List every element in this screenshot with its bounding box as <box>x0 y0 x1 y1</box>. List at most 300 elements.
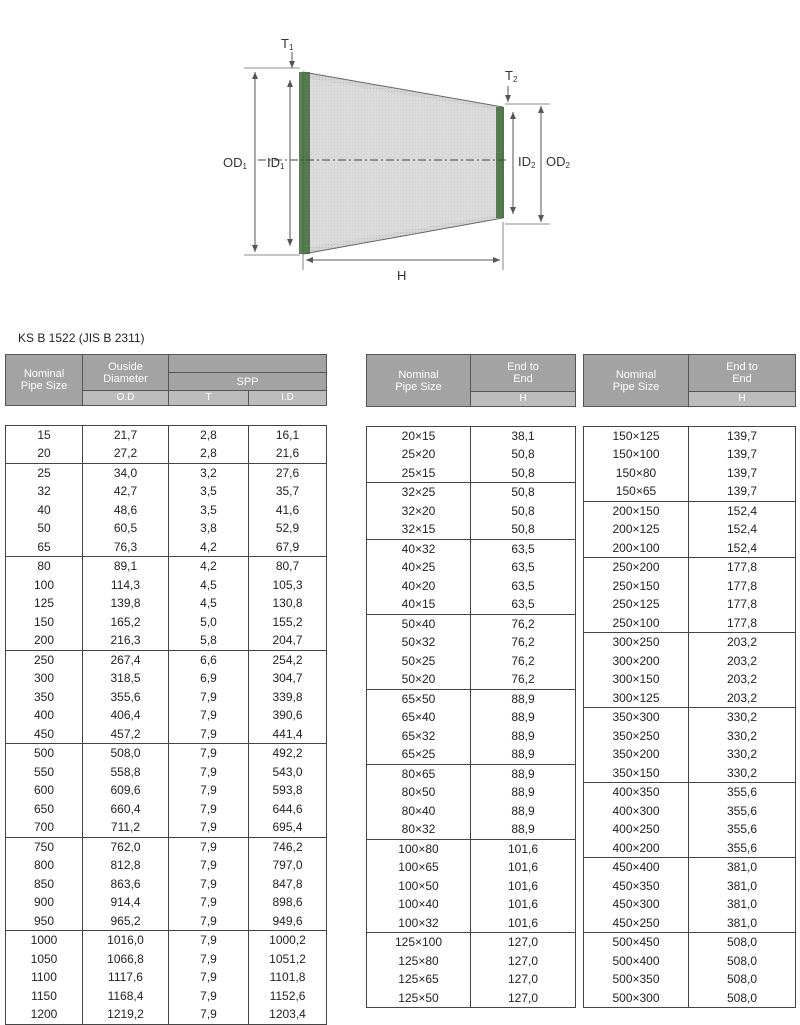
table-row <box>6 744 327 763</box>
table-cell: 406,4 <box>83 706 169 725</box>
table-cell: 88,9 <box>471 689 576 708</box>
table-row <box>367 952 576 971</box>
table-cell: 500×450 <box>584 933 689 952</box>
table-cell: 800 <box>6 856 83 875</box>
header-h-3: H <box>689 392 796 407</box>
table-cell: 250×200 <box>584 558 689 577</box>
table-cell: 50×20 <box>367 670 471 689</box>
table-cell: 508,0 <box>83 744 169 763</box>
table-cell: 355,6 <box>689 820 796 839</box>
header-od: O.D <box>83 391 169 406</box>
table-cell: 350×250 <box>584 727 689 746</box>
reducer-end-to-end-table-small <box>366 354 576 1008</box>
table-cell: 15 <box>6 425 83 444</box>
table-cell: 101,6 <box>471 877 576 896</box>
svg-text:OD2: OD2 <box>546 154 570 170</box>
table-cell: 1150 <box>6 987 83 1006</box>
table-cell: 450 <box>6 725 83 744</box>
table-cell: 695,4 <box>249 818 327 837</box>
table-row <box>584 802 796 821</box>
table-cell: 63,5 <box>471 577 576 596</box>
table-cell: 812,8 <box>83 856 169 875</box>
table-cell: 50 <box>6 519 83 538</box>
table-cell: 355,6 <box>689 802 796 821</box>
table-cell: 50×40 <box>367 614 471 633</box>
table-row <box>6 800 327 819</box>
table-row <box>584 633 796 652</box>
table-cell: 4,5 <box>169 576 249 595</box>
table-cell: 318,5 <box>83 669 169 688</box>
table-cell: 898,6 <box>249 893 327 912</box>
table-cell: 847,8 <box>249 875 327 894</box>
table-cell: 6,6 <box>169 650 249 669</box>
svg-text:T2: T2 <box>505 68 518 84</box>
table-cell: 1051,2 <box>249 950 327 969</box>
table-row <box>367 989 576 1008</box>
h-label: H <box>397 268 407 283</box>
table-cell: 457,2 <box>83 725 169 744</box>
table-cell: 204,7 <box>249 631 327 650</box>
pipe-dimension-table <box>5 354 327 1025</box>
table-row <box>584 895 796 914</box>
table-cell: 65×25 <box>367 745 471 764</box>
table-cell: 40×20 <box>367 577 471 596</box>
table-row <box>6 557 327 576</box>
table-row <box>6 856 327 875</box>
table-cell: 500 <box>6 744 83 763</box>
table-cell: 65×50 <box>367 689 471 708</box>
table-row <box>367 577 576 596</box>
table-cell: 27,2 <box>83 444 169 463</box>
table-cell: 7,9 <box>169 688 249 707</box>
table-cell: 65×32 <box>367 727 471 746</box>
table-row <box>367 820 576 839</box>
table-row <box>6 631 327 650</box>
table-row <box>6 763 327 782</box>
table-cell: 1117,6 <box>83 968 169 987</box>
table-row <box>367 633 576 652</box>
table-cell: 80×32 <box>367 820 471 839</box>
table-cell: 304,7 <box>249 669 327 688</box>
table-cell: 21,6 <box>249 444 327 463</box>
table-cell: 3,5 <box>169 482 249 501</box>
table-cell: 200×125 <box>584 520 689 539</box>
table-cell: 27,6 <box>249 463 327 482</box>
table-cell: 558,8 <box>83 763 169 782</box>
table-cell: 32×25 <box>367 483 471 502</box>
table-row <box>584 970 796 989</box>
table-cell: 330,2 <box>689 764 796 783</box>
table-row <box>6 950 327 969</box>
table-cell: 34,0 <box>83 463 169 482</box>
table-cell: 254,2 <box>249 650 327 669</box>
table-cell: 7,9 <box>169 931 249 950</box>
table-cell: 177,8 <box>689 614 796 633</box>
table-cell: 48,6 <box>83 501 169 520</box>
table-cell: 88,9 <box>471 727 576 746</box>
table-cell: 125×65 <box>367 970 471 989</box>
table-row <box>6 519 327 538</box>
table-cell: 949,6 <box>249 912 327 931</box>
table-cell: 125×80 <box>367 952 471 971</box>
table-cell: 7,9 <box>169 875 249 894</box>
table-cell: 355,6 <box>83 688 169 707</box>
table-cell: 381,0 <box>689 877 796 896</box>
table-row <box>367 839 576 858</box>
table-cell: 50,8 <box>471 520 576 539</box>
table-cell: 200 <box>6 631 83 650</box>
table-row <box>584 595 796 614</box>
table-row <box>367 614 576 633</box>
od1-label: OD <box>223 155 243 170</box>
table-cell: 101,6 <box>471 895 576 914</box>
table-cell: 450×250 <box>584 914 689 933</box>
table-cell: 203,2 <box>689 689 796 708</box>
table-cell: 390,6 <box>249 706 327 725</box>
table-cell: 127,0 <box>471 933 576 952</box>
table-cell: 7,9 <box>169 763 249 782</box>
table-row <box>6 818 327 837</box>
table-cell: 797,0 <box>249 856 327 875</box>
table-row <box>584 670 796 689</box>
table-cell: 508,0 <box>689 933 796 952</box>
table-cell: 50×25 <box>367 652 471 671</box>
table-row <box>367 895 576 914</box>
table-cell: 508,0 <box>689 989 796 1008</box>
table-cell: 88,9 <box>471 820 576 839</box>
table-row <box>6 576 327 595</box>
table-cell: 35,7 <box>249 482 327 501</box>
table-cell: 450×400 <box>584 858 689 877</box>
table-cell: 550 <box>6 763 83 782</box>
table-cell: 155,2 <box>249 613 327 632</box>
table-cell: 52,9 <box>249 519 327 538</box>
table-row <box>584 764 796 783</box>
table-row <box>584 577 796 596</box>
table-row <box>6 706 327 725</box>
table-cell: 32×20 <box>367 502 471 521</box>
table-cell: 203,2 <box>689 633 796 652</box>
table-cell: 100×80 <box>367 839 471 858</box>
table-cell: 441,4 <box>249 725 327 744</box>
table-row <box>584 783 796 802</box>
table-cell: 127,0 <box>471 989 576 1008</box>
table-cell: 7,9 <box>169 968 249 987</box>
header-t: T <box>169 391 249 406</box>
table-cell: 100×40 <box>367 895 471 914</box>
table-row <box>6 875 327 894</box>
table-row <box>584 614 796 633</box>
table-row <box>367 464 576 483</box>
table-row <box>367 914 576 933</box>
table-row <box>367 783 576 802</box>
table-cell: 7,9 <box>169 837 249 856</box>
table-cell: 76,2 <box>471 670 576 689</box>
table-cell: 7,9 <box>169 706 249 725</box>
table-cell: 101,6 <box>471 858 576 877</box>
table-cell: 139,7 <box>689 445 796 464</box>
table-cell: 350 <box>6 688 83 707</box>
table-row <box>584 952 796 971</box>
table-cell: 125×50 <box>367 989 471 1008</box>
table-cell: 125 <box>6 594 83 613</box>
table-cell: 20×15 <box>367 426 471 445</box>
table-row <box>584 520 796 539</box>
t2-label: T <box>505 68 513 83</box>
table3-body <box>584 407 796 1008</box>
table-cell: 900 <box>6 893 83 912</box>
table-cell: 750 <box>6 837 83 856</box>
table-cell: 330,2 <box>689 708 796 727</box>
table-cell: 7,9 <box>169 856 249 875</box>
table-cell: 177,8 <box>689 595 796 614</box>
table-cell: 400×350 <box>584 783 689 802</box>
table-cell: 76,2 <box>471 614 576 633</box>
table-cell: 6,9 <box>169 669 249 688</box>
table-row <box>6 931 327 950</box>
table-cell: 152,4 <box>689 501 796 520</box>
table-cell: 150×65 <box>584 482 689 501</box>
table-cell: 50,8 <box>471 502 576 521</box>
table-row <box>584 445 796 464</box>
table-cell: 7,9 <box>169 950 249 969</box>
table-row <box>367 727 576 746</box>
table-row <box>584 482 796 501</box>
table-row <box>367 708 576 727</box>
table-cell: 150×100 <box>584 445 689 464</box>
table-cell: 644,6 <box>249 800 327 819</box>
table-cell: 746,2 <box>249 837 327 856</box>
table-row <box>367 445 576 464</box>
table-cell: 100×50 <box>367 877 471 896</box>
table-row <box>367 858 576 877</box>
table-cell: 700 <box>6 818 83 837</box>
table-row <box>584 539 796 558</box>
table-cell: 450×300 <box>584 895 689 914</box>
table-row <box>584 820 796 839</box>
table-cell: 7,9 <box>169 818 249 837</box>
table-cell: 381,0 <box>689 895 796 914</box>
table-cell: 101,6 <box>471 914 576 933</box>
table-row <box>584 464 796 483</box>
table-cell: 850 <box>6 875 83 894</box>
table-cell: 76,2 <box>471 652 576 671</box>
table-cell: 250×125 <box>584 595 689 614</box>
table-row <box>6 425 327 444</box>
table-cell: 7,9 <box>169 800 249 819</box>
table-cell: 3,2 <box>169 463 249 482</box>
table-cell: 101,6 <box>471 839 576 858</box>
table1-body <box>6 406 327 1025</box>
table-cell: 965,2 <box>83 912 169 931</box>
table-cell: 500×350 <box>584 970 689 989</box>
header-end-to-end-2: End to End <box>471 355 576 392</box>
table-cell: 330,2 <box>689 727 796 746</box>
table-row <box>367 670 576 689</box>
id2-label: ID <box>518 154 531 169</box>
table-row <box>584 727 796 746</box>
table-row <box>6 912 327 931</box>
table-cell: 7,9 <box>169 744 249 763</box>
table-cell: 250×150 <box>584 577 689 596</box>
table-cell: 300×125 <box>584 689 689 708</box>
table-cell: 7,9 <box>169 725 249 744</box>
table-row <box>367 652 576 671</box>
table-cell: 660,4 <box>83 800 169 819</box>
header-spp: SPP <box>169 373 327 391</box>
table-row <box>367 933 576 952</box>
id1-label: ID <box>267 155 280 170</box>
table-cell: 400 <box>6 706 83 725</box>
table-cell: 400×250 <box>584 820 689 839</box>
table-cell: 250×100 <box>584 614 689 633</box>
table-row <box>6 1005 327 1024</box>
table-cell: 711,2 <box>83 818 169 837</box>
table-cell: 350×150 <box>584 764 689 783</box>
table-row <box>584 708 796 727</box>
table-cell: 381,0 <box>689 858 796 877</box>
table-cell: 350×300 <box>584 708 689 727</box>
table-cell: 21,7 <box>83 425 169 444</box>
table-row <box>584 652 796 671</box>
table-cell: 2,8 <box>169 444 249 463</box>
table-cell: 65 <box>6 538 83 557</box>
table-row <box>584 426 796 445</box>
table-cell: 350×200 <box>584 745 689 764</box>
table-cell: 1101,8 <box>249 968 327 987</box>
table-cell: 150×125 <box>584 426 689 445</box>
header-nominal-pipe-size-2: Nominal Pipe Size <box>367 355 471 407</box>
table-cell: 762,0 <box>83 837 169 856</box>
table-row <box>6 613 327 632</box>
table-cell: 1000 <box>6 931 83 950</box>
header-nominal-pipe-size-3: Nominal Pipe Size <box>584 355 689 407</box>
table-cell: 5,0 <box>169 613 249 632</box>
table-cell: 50,8 <box>471 464 576 483</box>
table-cell: 50,8 <box>471 445 576 464</box>
table-cell: 1016,0 <box>83 931 169 950</box>
t1-label: T <box>281 36 289 51</box>
table-cell: 60,5 <box>83 519 169 538</box>
table-cell: 65×40 <box>367 708 471 727</box>
table-row <box>584 745 796 764</box>
standard-title: KS B 1522 (JIS B 2311) <box>18 331 145 345</box>
table-row <box>6 594 327 613</box>
table-cell: 63,5 <box>471 539 576 558</box>
table-cell: 355,6 <box>689 839 796 858</box>
table-row <box>6 987 327 1006</box>
header-id: I.D <box>249 391 327 406</box>
table-row <box>6 669 327 688</box>
table-cell: 3,5 <box>169 501 249 520</box>
svg-text:OD1: OD1 <box>223 155 247 171</box>
table-cell: 80,7 <box>249 557 327 576</box>
table-cell: 1050 <box>6 950 83 969</box>
table-cell: 125×100 <box>367 933 471 952</box>
table-cell: 100×32 <box>367 914 471 933</box>
table-row <box>6 444 327 463</box>
table-cell: 450×350 <box>584 877 689 896</box>
table-cell: 492,2 <box>249 744 327 763</box>
table-cell: 38,1 <box>471 426 576 445</box>
table-row <box>367 426 576 445</box>
table-row <box>6 688 327 707</box>
table-cell: 1100 <box>6 968 83 987</box>
table-cell: 139,7 <box>689 482 796 501</box>
table-cell: 152,4 <box>689 539 796 558</box>
table-row <box>584 877 796 896</box>
table-cell: 67,9 <box>249 538 327 557</box>
table-cell: 50×32 <box>367 633 471 652</box>
table-cell: 400×200 <box>584 839 689 858</box>
table-row <box>6 781 327 800</box>
table-cell: 152,4 <box>689 520 796 539</box>
table-cell: 4,2 <box>169 557 249 576</box>
table-cell: 150 <box>6 613 83 632</box>
table-row <box>367 539 576 558</box>
table-cell: 76,3 <box>83 538 169 557</box>
table-cell: 7,9 <box>169 987 249 1006</box>
table-row <box>367 520 576 539</box>
table-row <box>584 914 796 933</box>
table-cell: 1219,2 <box>83 1005 169 1024</box>
svg-text:ID2: ID2 <box>518 154 536 170</box>
table-cell: 600 <box>6 781 83 800</box>
header-gap <box>6 406 327 426</box>
table-row <box>367 745 576 764</box>
table-cell: 381,0 <box>689 914 796 933</box>
table-cell: 127,0 <box>471 952 576 971</box>
table-cell: 88,9 <box>471 745 576 764</box>
table-cell: 88,9 <box>471 783 576 802</box>
table-row <box>584 933 796 952</box>
table-cell: 300×200 <box>584 652 689 671</box>
table-cell: 1200 <box>6 1005 83 1024</box>
table-cell: 165,2 <box>83 613 169 632</box>
header-h-2: H <box>471 392 576 407</box>
table-cell: 203,2 <box>689 652 796 671</box>
table-row <box>367 502 576 521</box>
table-row <box>6 893 327 912</box>
header-spp-blank <box>169 355 327 373</box>
table-row <box>584 558 796 577</box>
table-row <box>367 483 576 502</box>
table-cell: 177,8 <box>689 577 796 596</box>
table-cell: 50,8 <box>471 483 576 502</box>
table-row <box>367 689 576 708</box>
table-cell: 914,4 <box>83 893 169 912</box>
table-cell: 25×15 <box>367 464 471 483</box>
table-cell: 650 <box>6 800 83 819</box>
table-cell: 80×65 <box>367 764 471 783</box>
table-cell: 300 <box>6 669 83 688</box>
table-cell: 177,8 <box>689 558 796 577</box>
table-cell: 950 <box>6 912 83 931</box>
table-cell: 7,9 <box>169 1005 249 1024</box>
table-cell: 500×300 <box>584 989 689 1008</box>
table-row <box>367 802 576 821</box>
header-nominal-pipe-size: Nominal Pipe Size <box>6 355 83 406</box>
table-cell: 7,9 <box>169 893 249 912</box>
table-row <box>367 970 576 989</box>
table-cell: 88,9 <box>471 802 576 821</box>
table-cell: 203,2 <box>689 670 796 689</box>
header-end-to-end-3: End to End <box>689 355 796 392</box>
table-cell: 508,0 <box>689 970 796 989</box>
table-row <box>584 989 796 1008</box>
table-row <box>584 689 796 708</box>
svg-text:ID1: ID1 <box>267 155 285 171</box>
